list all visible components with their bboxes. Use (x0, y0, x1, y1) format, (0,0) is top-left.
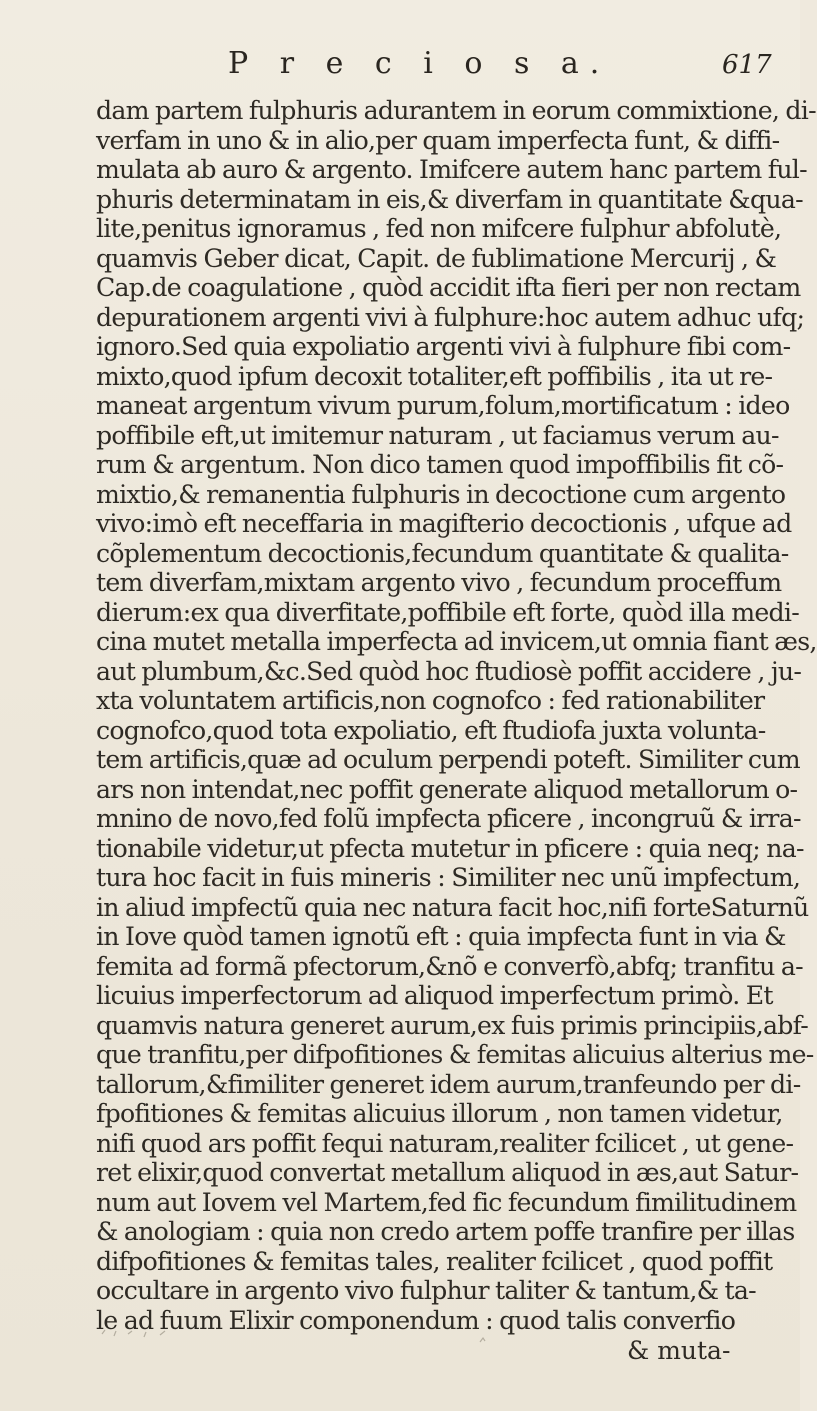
text-line: verfam in uno & in alio,per quam imperfecta funt, & diffi- (96, 125, 780, 155)
text-line: aut plumbum,&c.Sed quòd hoc ftudiosè poffit accidere , ju- (96, 656, 802, 686)
page-header (0, 46, 800, 92)
text-line: ret elixir,quod convertat metallum aliquod in æs,aut Satur- (96, 1158, 799, 1187)
text-line: quamvis Geber dicat, Capit. de fublimatione Mercurij , & (96, 243, 777, 273)
bleed-through-marks (96, 1322, 516, 1352)
text-line: quamvis natura generet aurum,ex fuis primis principiis,abf- (96, 1010, 809, 1040)
text-line: tallorum,&fimiliter generet idem aurum,tranfeundo per di- (96, 1069, 801, 1099)
text-line: difpofitiones & femitas tales, realiter fcilicet , quod poffit (96, 1246, 773, 1276)
text-line: Cap.de coagulatione , quòd accidit ifta fieri per non rectam (96, 273, 801, 302)
text-line: xta voluntatem artificis,non cognofco : fed rationabiliter (96, 686, 765, 715)
text-line: le ad fuum Elixir componendum : quod talis converfio (96, 1305, 736, 1335)
text-line: num aut Iovem vel Martem,fed fic fecundum fimilitudinem (96, 1187, 797, 1217)
running-head: P r e c i o s a. (228, 46, 611, 81)
text-line: rum & argentum. Non dico tamen quod impoffibilis fit cõ- (96, 450, 784, 479)
text-line: & anologiam : quia non credo artem poffe tranfire per illas (96, 1217, 795, 1246)
text-line: tem artificis,quæ ad oculum perpendi poteft. Similiter cum (96, 745, 800, 774)
text-line: femita ad formã pfectorum,&nõ e converfò,abfq; tranfitu a- (96, 951, 803, 981)
text-line: occultare in argento vivo fulphur taliter & tantum,& ta- (96, 1276, 756, 1305)
text-line: depurationem argenti vivi à fulphure:hoc autem adhuc ufq; (96, 302, 805, 332)
page-number: 617 (722, 50, 772, 80)
text-line: maneat argentum vivum purum,folum,mortificatum : ideo (96, 391, 790, 420)
text-line: mnino de novo,fed folũ impfecta pficere , incongruũ & irra- (96, 804, 801, 833)
text-line: in aliud impfectũ quia nec natura facit hoc,nifi forteSaturnũ (96, 892, 809, 922)
text-line: tura hoc facit in fuis mineris : Similiter nec unũ impfectum, (96, 863, 801, 892)
text-line: dierum:ex qua diverfitate,poffibile eft forte, quòd illa medi- (96, 597, 799, 627)
text-line: cõplementum decoctionis,fecundum quantitate & qualita- (96, 538, 789, 568)
text-line: in Iove quòd tamen ignotũ eft : quia impfecta funt in via & (96, 922, 786, 951)
text-line: mulata ab auro & argento. Imifcere autem hanc partem ful- (96, 155, 807, 184)
text-line: mixtio,& remanentia fulphuris in decoctione cum argento (96, 479, 786, 509)
text-line: tem diverfam,mixtam argento vivo , fecundum proceffum (96, 568, 782, 597)
text-line: cina mutet metalla imperfecta ad invicem,ut omnia fiant æs, (96, 627, 817, 656)
text-line: ars non intendat,nec poffit generate aliquod metallorum o- (96, 774, 798, 804)
text-line: dam partem fulphuris adurantem in eorum commixtione, di- (96, 96, 816, 125)
text-line: poffibile eft,ut imitemur naturam , ut faciamus verum au- (96, 420, 779, 450)
text-line: fpofitiones & femitas alicuius illorum , non tamen videtur, (96, 1099, 783, 1128)
catchword: & muta- (627, 1336, 731, 1365)
text-line: tionabile videtur,ut pfecta mutetur in pficere : quia neq; na- (96, 833, 804, 863)
text-line: vivo:imò eft neceffaria in magifterio decoctionis , ufque ad (96, 509, 792, 538)
text-line: nifi quod ars poffit fequi naturam,realiter fcilicet , ut gene- (96, 1128, 794, 1158)
text-line: phuris determinatam in eis,& diverfam in quantitate &qua- (96, 184, 803, 214)
text-line: ignoro.Sed quia expoliatio argenti vivi à fulphure fibi com- (96, 332, 791, 361)
text-line: cognofco,quod tota expoliatio, eft ftudiofa juxta volunta- (96, 715, 766, 745)
text-line: licuius imperfectorum ad aliquod imperfectum primò. Et (96, 981, 773, 1010)
text-line: mixto,quod ipfum decoxit totaliter,eft poffibilis , ita ut re- (96, 361, 773, 391)
text-line: lite,penitus ignoramus , fed non mifcere fulphur abfolutè, (96, 214, 782, 243)
text-line: que tranfitu,per difpofitiones & femitas alicuius alterius me- (96, 1040, 814, 1069)
